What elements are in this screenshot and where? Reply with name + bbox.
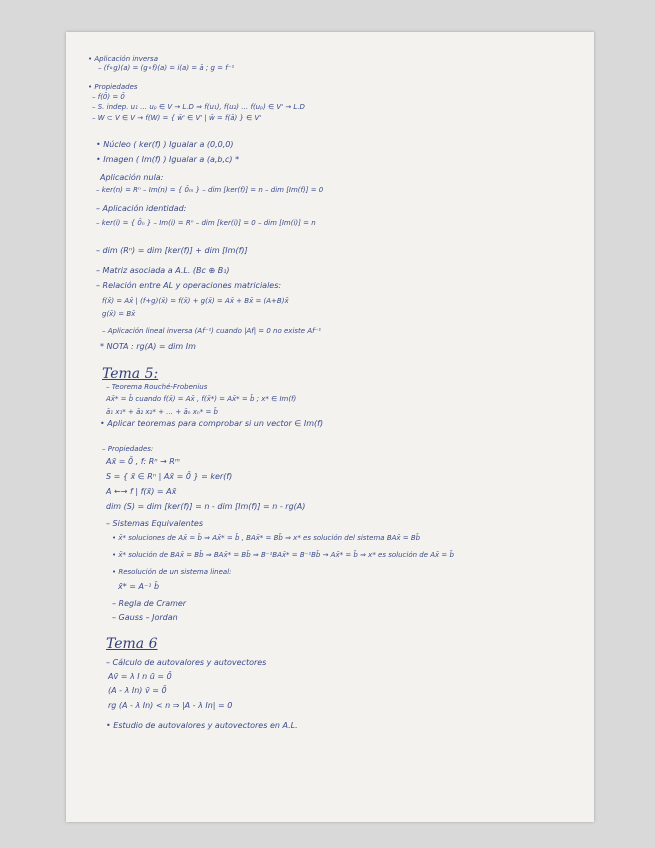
line-equivalent-1: • x̄* soluciones de Ax̄ = b̄ ⇒ Ax̄* = b̄ , BAx̄* = Bb̄ ⇒ x* es solución del sistema BAx̄ = Bb̄: [112, 534, 421, 542]
line-gauss-jordan: – Gauss – Jordan: [112, 613, 178, 622]
line-eigen-system: (A - λ In) v̄ = 0̄: [108, 686, 167, 695]
line-matriz-asociada: – Matriz asociada a A.L. (Bc ⊕ B₁): [96, 266, 230, 275]
line-eigen-equation: Av̄ = λ I n ū = 0̄: [108, 672, 172, 681]
line-solution-set: S = { x̄ ∈ Rⁿ | Ax̄ = 0̄ } = ker(f): [106, 472, 233, 481]
line-estudio-autovalores: • Estudio de autovalores y autovectores en A.L.: [106, 721, 298, 730]
line-identidad-properties: – ker(i) = { 0̄ₙ } – Im(i) = Rⁿ – dim [ker(i)] = 0 – dim [Im(i)] = n: [96, 219, 316, 227]
line-equivalent-2: • x̄* solución de BAx̄ = Bb̄ ⇒ BAx̄* = Bb̄ ⇒ B⁻¹BAx̄* = B⁻¹Bb̄ → Ax̄* = b̄ ⇒ x* es solución de Ax̄ = b̄: [112, 551, 454, 559]
line-g-bx: g(x̄) = Bx̄: [102, 310, 136, 318]
line-dimension-theorem: – dim (Rⁿ) = dim [ker(f)] + dim [Im(f)]: [96, 246, 248, 255]
line-nota-rango: * NOTA : rg(A) = dim Im: [100, 342, 196, 351]
line-characteristic-equation: rg (A - λ In) < n ⇒ |A - λ In| = 0: [108, 701, 233, 710]
line-imagen: • Imagen ( Im(f) ) Igualar a (a,b,c) *: [96, 155, 240, 164]
line-aplicacion-nula: Aplicación nula:: [100, 173, 164, 182]
line-nula-properties: – ker(n) = Rⁿ – Im(n) = { 0̄ₘ } – dim [ker(f)] = n – dim [Im(f)] = 0: [96, 186, 324, 194]
line-propiedades-1: • Propiedades: [88, 83, 138, 91]
line-aplicar-teoremas: • Aplicar teoremas para comprobar si un vector ∈ Im(f): [100, 419, 324, 428]
line-ld-property: – S. indep. u₁ … uₚ ∈ V → L.D ⇒ f(u₁), f(u₂) … f(uₚ) ∈ V' → L.D: [92, 103, 305, 111]
line-calculo-autovalores: – Cálculo de autovalores y autovectores: [106, 658, 267, 667]
line-cramer: – Regla de Cramer: [112, 599, 187, 608]
heading-tema-6: Tema 6: [106, 636, 158, 652]
line-aplicacion-identidad: – Aplicación identidad:: [96, 204, 187, 213]
line-inverse-solution: x̄* = A⁻¹ b̄: [118, 582, 160, 591]
line-subspace-image: – W ⊂ V ∈ V → f(W) = { w̄' ∈ V' | w̄ = f(ā) } ∈ V': [92, 114, 262, 122]
line-rouche-frobenius: – Teorema Rouché-Frobenius: [106, 383, 208, 391]
line-f-zero: – f(0̄) = 0̄: [92, 93, 125, 101]
heading-tema-5: Tema 5:: [102, 366, 159, 382]
line-nucleo: • Núcleo ( ker(f) ) Igualar a (0,0,0): [96, 140, 234, 149]
line-linear-combination: ā₁ x₁* + ā₂ x₂* + … + āₙ xₙ* = b̄: [106, 408, 218, 416]
line-resolucion-sistema: • Resolución de un sistema lineal:: [112, 568, 232, 576]
line-ax-equals-b: Ax̄* = b̄ cuando f(x̄) = Ax̄ , f(x̄*) = Ax̄* = b̄ ; x* ∈ Im(f): [106, 395, 297, 403]
line-aplicacion-inversa: • Aplicación inversa: [88, 55, 158, 63]
line-homogeneous-system: Ax̄ = 0̄ , f: Rⁿ → Rᵐ: [106, 457, 180, 466]
line-inverse-composition: – (f∘g)(a) = (g∘f)(a) = i(a) = ā ; g = f⁻¹: [98, 64, 235, 72]
line-f-g-sum: f(x̄) = Ax̄ | (f+g)(x̄) = f(x̄) + g(x̄) = Ax̄ + Bx̄ = (A+B)x̄: [102, 297, 289, 305]
line-dim-s: dim (S) = dim [ker(f)] = n - dim [Im(f)] = n - rg(A): [106, 502, 306, 511]
line-matrix-map-correspondence: A ←→ f | f(x̄) = Ax̄: [106, 487, 177, 496]
line-propiedades-2: – Propiedades:: [102, 445, 154, 453]
line-sistemas-equivalentes: – Sistemas Equivalentes: [106, 519, 203, 528]
notebook-page: [66, 32, 594, 822]
line-relacion-al: – Relación entre AL y operaciones matriciales:: [96, 281, 282, 290]
line-aplicacion-inversa-matriz: – Aplicación lineal inversa (Af⁻¹) cuando |Af| = 0 no existe Af⁻¹: [102, 327, 322, 335]
